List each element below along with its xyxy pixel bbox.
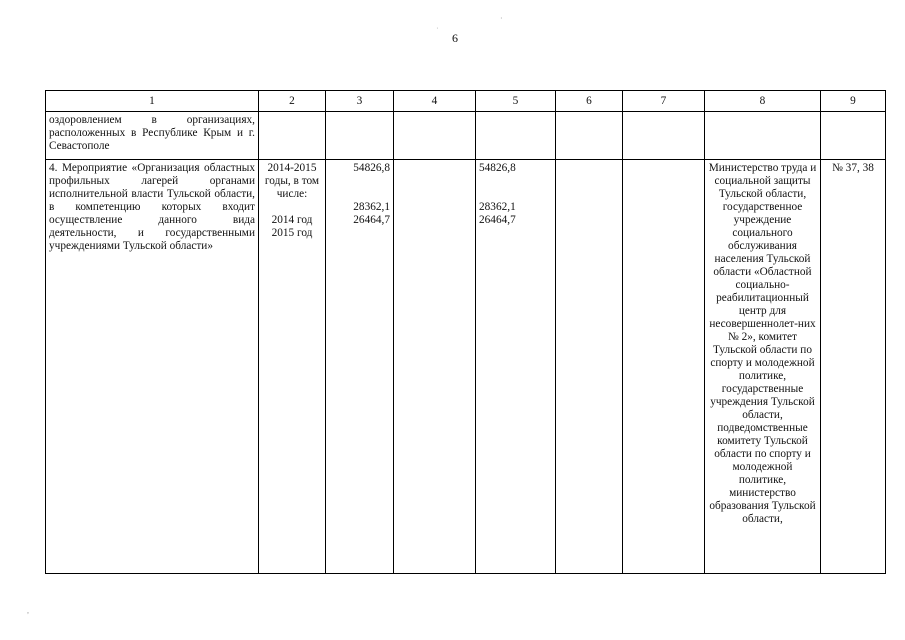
period-cell bbox=[259, 160, 326, 574]
empty-cell bbox=[821, 112, 886, 160]
year-amount: 28362,1 bbox=[353, 201, 390, 213]
total-amount: 54826,8 bbox=[479, 162, 516, 174]
empty-cell bbox=[705, 112, 821, 160]
header-cell: 7 bbox=[623, 91, 705, 112]
year-amount: 26464,7 bbox=[353, 214, 390, 226]
total-amount: 54826,8 bbox=[353, 162, 390, 174]
table-row bbox=[46, 112, 886, 160]
empty-cell bbox=[623, 160, 705, 574]
header-cell: 4 bbox=[394, 91, 476, 112]
indicator-numbers: № 37, 38 bbox=[821, 160, 886, 574]
empty-cell bbox=[259, 112, 326, 160]
header-cell: 9 bbox=[821, 91, 886, 112]
header-cell: 3 bbox=[326, 91, 394, 112]
header-cell: 6 bbox=[556, 91, 623, 112]
year-amount: 28362,1 bbox=[479, 201, 516, 213]
period-label: 2014-2015 годы, в том числе: bbox=[264, 162, 320, 200]
table-row bbox=[46, 160, 886, 574]
empty-cell bbox=[394, 112, 476, 160]
year-label: 2014 год bbox=[271, 214, 313, 226]
empty-cell bbox=[326, 112, 394, 160]
scan-speck: ˙ bbox=[436, 26, 439, 35]
page-number: 6 bbox=[452, 31, 458, 45]
empty-cell bbox=[556, 112, 623, 160]
empty-cell bbox=[623, 112, 705, 160]
year-amount: 26464,7 bbox=[479, 214, 516, 226]
year-label: 2015 год bbox=[271, 227, 313, 239]
header-cell: 5 bbox=[476, 91, 556, 112]
scan-speck: , bbox=[27, 606, 29, 615]
responsible-executors: Министерство труда и социальной защиты Тульской области, государственное учреждение социального обслуживания населения Тульской области «Областной социально-реабилитационный центр для несовершеннолет-них № 2», комитет Тульской области по спорту и молодежной политике, государственные учреждения Тульской области, подведомственные комитету Тульской области по спорту и молодежной политике, министерство образования Тульской области, bbox=[705, 160, 821, 574]
scan-speck: · bbox=[500, 14, 503, 23]
empty-cell bbox=[556, 160, 623, 574]
activity-description: оздоровлением в организациях, расположенных в Республике Крым и г. Севастополе bbox=[46, 112, 259, 160]
activity-description: 4. Мероприятие «Организация областных профильных лагерей органами исполнительной власти Тульской области, в компетенцию которых входит осуществление данного вида деятельности, и государственными учреждениями Тульской области» bbox=[46, 160, 259, 574]
header-cell: 2 bbox=[259, 91, 326, 112]
header-cell: 1 bbox=[46, 91, 259, 112]
funding-source-cell bbox=[476, 160, 556, 574]
total-funding-cell bbox=[326, 160, 394, 574]
header-cell: 8 bbox=[705, 91, 821, 112]
empty-cell bbox=[476, 112, 556, 160]
empty-cell bbox=[394, 160, 476, 574]
program-table bbox=[45, 90, 886, 574]
header-row bbox=[46, 91, 886, 112]
